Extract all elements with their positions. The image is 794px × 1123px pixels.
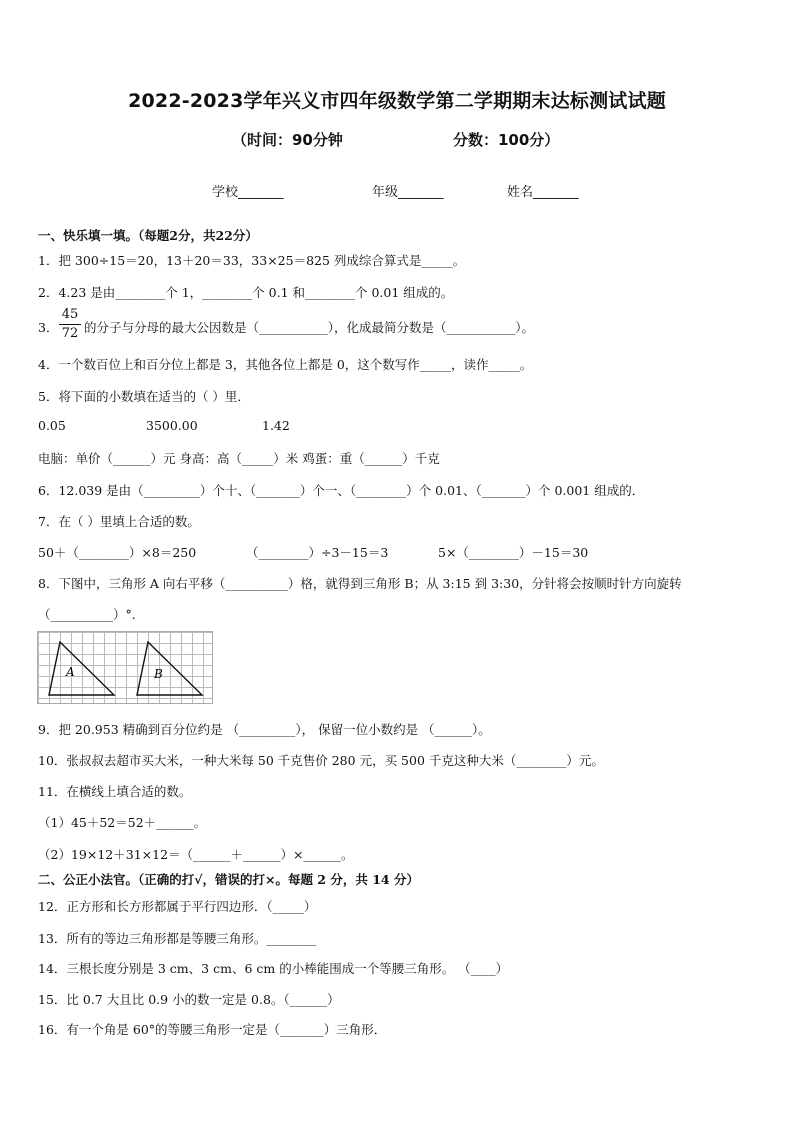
fraction-numerator: 45: [61, 307, 79, 322]
question-14: 14．三根长度分别是 3 cm、3 cm、6 cm 的小棒能围成一个等腰三角形。 （____）: [38, 961, 509, 976]
q11-part-1: （1）45＋52＝52＋______。: [38, 815, 207, 830]
q7-equation-1: 50＋（________）×8＝250: [38, 545, 197, 560]
q11-part-2: （2）19×12＋31×12＝（______＋______）×______。: [38, 847, 354, 862]
fraction-denominator: 72: [61, 326, 79, 341]
question-9: 9．把 20.953 精确到百分位约是 （_________）， 保留一位小数约是 （______）。: [38, 722, 491, 737]
question-15: 15．比 0.7 大且比 0.9 小的数一定是 0.8。（______）: [38, 992, 340, 1007]
school-field: 学校_______: [212, 185, 284, 200]
q5-blanks: 电脑：单价（______）元 身高：高（_____）米 鸡蛋：重（______）千克: [38, 451, 440, 466]
question-11: 11．在横线上填合适的数。: [38, 784, 192, 799]
question-13: 13．所有的等边三角形都是等腰三角形。________: [38, 931, 317, 946]
page-title: 2022-2023学年兴义市四年级数学第二学期期末达标测试试题: [128, 90, 666, 112]
question-2: 2．4.23 是由________个 1，________个 0.1 和________个 0.01 组成的。: [38, 285, 454, 300]
question-5: 5．将下面的小数填在适当的（ ）里．: [38, 389, 250, 404]
fraction-bar: [59, 324, 81, 325]
grade-field: 年级_______: [372, 185, 444, 200]
question-6: 6．12.039 是由（_________）个十、（_______）个一、（________）个 0.01、（_______）个 0.001 组成的．: [38, 483, 645, 498]
question-7: 7．在（ ）里填上合适的数。: [38, 514, 200, 529]
q5-value-2: 3500.00: [146, 418, 198, 433]
section-1-heading: 一、快乐填一填。（每题2分，共22分）: [38, 228, 258, 243]
q5-value-3: 1.42: [262, 418, 290, 433]
question-3-text: 的分子与分母的最大公因数是（___________），化成最简分数是（___________）。: [84, 320, 535, 335]
name-field: 姓名_______: [507, 185, 579, 200]
triangle-a-label: A: [66, 665, 75, 679]
question-12: 12．正方形和长方形都属于平行四边形．（_____）: [38, 899, 317, 914]
triangle-a: [49, 642, 114, 695]
question-8-line-1: 8．下图中，三角形 A 向右平移（__________）格，就得到三角形 B；从 3:15 到 3:30，分针将会按顺时针方向旋转: [38, 576, 682, 591]
question-3-number: 3．: [38, 320, 59, 335]
q7-equation-3: 5×（________）－15＝30: [438, 545, 589, 560]
triangles-svg: [37, 631, 213, 704]
section-2-heading: 二、公正小法官。（正确的打√，错误的打×。每题 2 分，共 14 分）: [38, 872, 419, 887]
triangle-grid-figure: [37, 631, 213, 704]
q5-value-1: 0.05: [38, 418, 66, 433]
q7-equation-2: （________）÷3－15＝3: [246, 545, 389, 560]
triangle-b: [137, 642, 202, 695]
exam-score: 分数：100分）: [453, 131, 560, 149]
question-8-line-2: （__________）°.: [38, 607, 136, 622]
question-3-fraction: [59, 307, 81, 342]
question-16: 16．有一个角是 60°的等腰三角形一定是（_______）三角形．: [38, 1022, 387, 1037]
exam-time: （时间：90分钟: [232, 131, 343, 149]
question-10: 10．张叔叔去超市买大米，一种大米每 50 千克售价 280 元，买 500 千克这种大米（________）元。: [38, 753, 604, 768]
triangle-b-label: B: [154, 667, 163, 681]
question-1: 1．把 300÷15＝20，13＋20＝33，33×25＝825 列成综合算式是_____。: [38, 253, 466, 268]
question-4: 4．一个数百位上和百分位上都是 3，其他各位上都是 0，这个数写作_____，读作_____。: [38, 357, 533, 372]
